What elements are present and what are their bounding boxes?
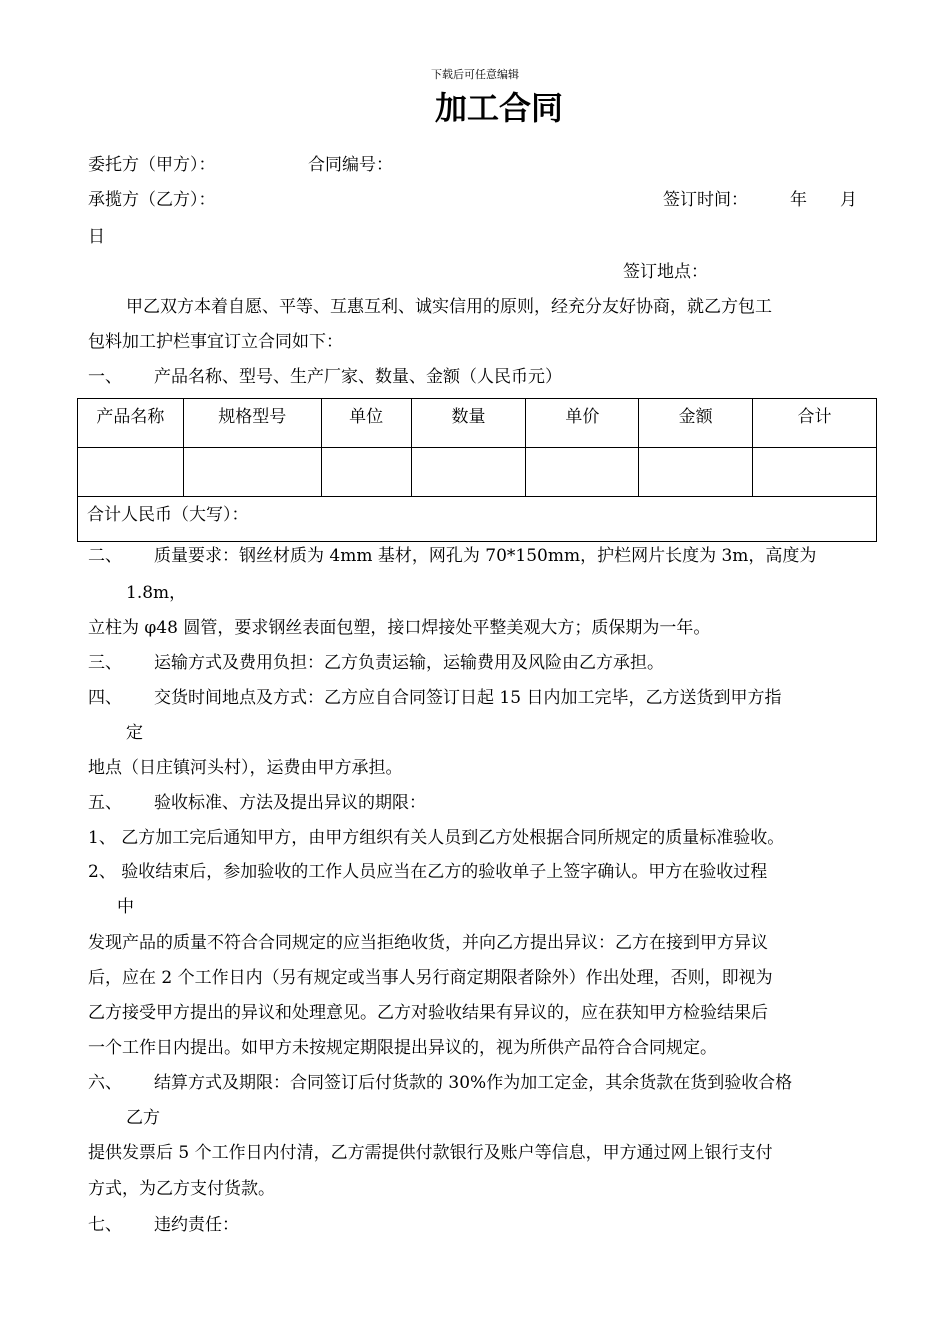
section-5-item-2-line-2: 中 bbox=[117, 897, 134, 917]
section-5-number: 五、 bbox=[88, 793, 122, 813]
table-cell bbox=[639, 448, 753, 497]
day-label: 日 bbox=[88, 227, 105, 247]
section-5-item-2-line-3: 发现产品的质量不符合合同规定的应当拒绝收货，并向乙方提出异议：乙方在接到甲方异议 bbox=[88, 933, 768, 953]
section-6-number: 六、 bbox=[88, 1073, 122, 1093]
section-6-line-2: 乙方 bbox=[126, 1108, 160, 1128]
section-6-line-3: 提供发票后 5 个工作日内付清，乙方需提供付款银行及账户等信息，甲方通过网上银行支付 bbox=[88, 1143, 773, 1163]
intro-line-1: 甲乙双方本着自愿、平等、互惠互利、诚实信用的原则，经充分友好协商，就乙方包工 bbox=[126, 297, 772, 317]
month-label: 月 bbox=[840, 190, 857, 210]
contractor-label: 承揽方（乙方）： bbox=[88, 190, 216, 210]
section-7-heading: 违约责任： bbox=[154, 1215, 239, 1235]
watermark-text: 下载后可任意编辑 bbox=[431, 68, 519, 81]
table-header-row bbox=[78, 399, 877, 448]
section-5-item-2-line-1: 2、 验收结束后，参加验收的工作人员应当在乙方的验收单子上签字确认。甲方在验收过程 bbox=[88, 862, 768, 882]
section-5-item-2-line-6: 一个工作日内提出。如甲方未按规定期限提出异议的，视为所供产品符合合同规定。 bbox=[88, 1038, 717, 1058]
section-3-number: 三、 bbox=[88, 653, 122, 673]
table-header-cell: 规格型号 bbox=[183, 399, 321, 448]
section-5-item-2-line-4: 后，应在 2 个工作日内（另有规定或当事人另行商定期限者除外）作出处理，否则，即视为 bbox=[88, 968, 773, 988]
section-2-number: 二、 bbox=[88, 546, 122, 566]
sign-place-label: 签订地点： bbox=[623, 262, 708, 282]
section-1-number: 一、 bbox=[88, 367, 122, 387]
section-4-line-2: 定 bbox=[126, 723, 143, 743]
table-cell bbox=[753, 448, 877, 497]
product-table bbox=[77, 398, 877, 542]
table-header-cell: 单位 bbox=[321, 399, 411, 448]
table-row bbox=[78, 448, 877, 497]
table-cell bbox=[78, 448, 184, 497]
section-4-number: 四、 bbox=[88, 688, 122, 708]
table-cell bbox=[183, 448, 321, 497]
section-3-text: 运输方式及费用负担：乙方负责运输，运输费用及风险由乙方承担。 bbox=[154, 653, 664, 673]
section-6-line-1: 结算方式及期限：合同签订后付货款的 30%作为加工定金，其余货款在货到验收合格 bbox=[154, 1073, 793, 1093]
section-5-item-2-line-5: 乙方接受甲方提出的异议和处理意见。乙方对验收结果有异议的，应在获知甲方检验结果后 bbox=[88, 1003, 768, 1023]
section-2-line-2: 1.8m， bbox=[126, 583, 187, 603]
section-4-line-3: 地点（日庄镇河头村），运费由甲方承担。 bbox=[88, 758, 403, 778]
section-7-number: 七、 bbox=[88, 1215, 122, 1235]
intro-line-2: 包料加工护栏事宜订立合同如下： bbox=[88, 332, 343, 352]
section-2-line-3: 立柱为 φ48 圆管，要求钢丝表面包塑，接口焊接处平整美观大方；质保期为一年。 bbox=[88, 618, 711, 638]
section-1-heading: 产品名称、型号、生产厂家、数量、金额（人民币元） bbox=[154, 367, 562, 387]
table-total-label: 合计人民币（大写）： bbox=[78, 497, 877, 542]
table-header-cell: 产品名称 bbox=[78, 399, 184, 448]
table-header-cell: 单价 bbox=[526, 399, 639, 448]
table-cell bbox=[411, 448, 526, 497]
table-cell bbox=[321, 448, 411, 497]
section-2-line-1: 质量要求：钢丝材质为 4mm 基材，网孔为 70*150mm，护栏网片长度为 3m，高度为 bbox=[154, 546, 817, 566]
table-header-cell: 数量 bbox=[411, 399, 526, 448]
year-label: 年 bbox=[790, 190, 807, 210]
client-label: 委托方（甲方）： bbox=[88, 155, 216, 175]
section-6-line-4: 方式，为乙方支付货款。 bbox=[88, 1179, 275, 1199]
contract-number-label: 合同编号： bbox=[308, 155, 393, 175]
section-4-line-1: 交货时间地点及方式：乙方应自合同签订日起 15 日内加工完毕，乙方送货到甲方指 bbox=[154, 688, 782, 708]
table-total-row bbox=[78, 497, 877, 542]
document-title: 加工合同 bbox=[434, 89, 563, 127]
section-5-item-1: 1、 乙方加工完后通知甲方，由甲方组织有关人员到乙方处根据合同所规定的质量标准验收。 bbox=[88, 828, 785, 848]
table-cell bbox=[526, 448, 639, 497]
table-header-cell: 合计 bbox=[753, 399, 877, 448]
table-header-cell: 金额 bbox=[639, 399, 753, 448]
section-5-heading: 验收标准、方法及提出异议的期限： bbox=[154, 793, 426, 813]
sign-time-label: 签订时间： bbox=[663, 190, 748, 210]
